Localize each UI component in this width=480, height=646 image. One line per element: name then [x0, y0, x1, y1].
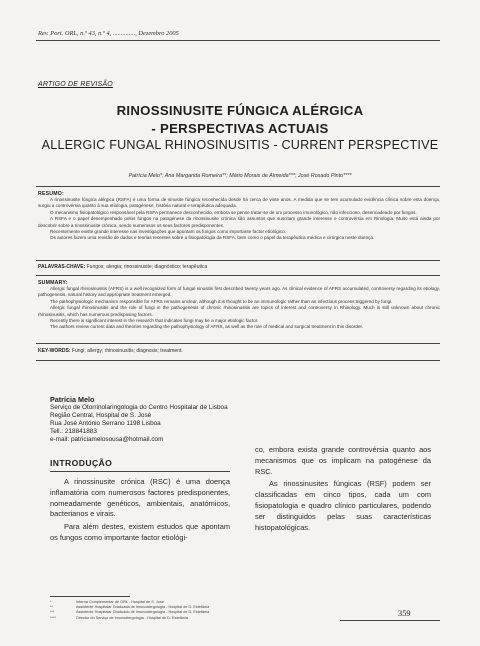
authors: Patrícia Melo*; Ana Margarida Romeira**; Mário Morais de Almeida***; José Rosado Pinto****: [128, 173, 352, 179]
title-en: ALLERGIC FUNGAL RHINOSINUSITIS - CURRENT PERSPECTIVE: [41, 138, 439, 152]
summary-paragraph: Allergic fungal rhinosinusitis and the role of fungi in the pathogenesis of chronic rhinosinusitis are topics of interest and controversy in Rhinology. Much is still unknown about chronic rhinosinusitis, which has numerous predisposing factors.: [38, 305, 440, 317]
summary-paragraph: Recently there is significant interest in the research that indicates fungi may be a major etiologic factor.: [50, 318, 259, 324]
intro-left-column: [50, 477, 230, 544]
resumo-rule: [36, 260, 440, 261]
footnote-mark: ***: [50, 610, 55, 615]
palavras-rule: [36, 275, 440, 276]
footnote-mark: ****: [50, 615, 56, 620]
resumo-text: [38, 197, 440, 242]
footnote-text: Assistente Hospitalar Graduado de Imunoalergologia - Hospital de D. Estefânia: [76, 610, 210, 615]
resumo-paragraph: A RSFA e o papel desempenhado pelos fungos na patogénese da rinossinusite crónica são assuntos que suscitam grande interesse e controvérsia em Rinologia. Muito está ainda por descobrir sobre a rinossinusite crónica, sendo numerosos os seus factores predisponentes.: [38, 216, 440, 228]
footnotes: [50, 600, 209, 621]
resumo-paragraph: Recentemente existe grande interesse nas investigações que apontam os fungos como importante factor etiológico.: [50, 229, 286, 235]
footnote-mark: *: [50, 600, 52, 604]
summary-block: [38, 280, 440, 331]
title-pt-line2: - PERSPECTIVAS ACTUAIS: [151, 121, 329, 136]
summary-paragraph: Allergic fungal rhinosinusitis (AFRS) is a well recognized form of fungal sinusitis first described twenty years ago. As clinical evidence of AFRS accumulated, controversy regarding its etiology, pathogenesis, natural history and appropriate treatment emerged.: [38, 286, 440, 298]
intro-paragraph: A rinossinusite crónica (RSC) é uma doença inflamatória com numerosos factores predisponentes, nomeadamente genéticos, ambientais, anatómicos, bacterianos e virais.: [50, 477, 230, 519]
intro-paragraph: co, embora exista grande controvérsia quanto aos mecanismos que os implicam na patogénese da RSC.: [255, 445, 431, 476]
intro-right-column: [255, 445, 431, 533]
footnote-text: Director do Serviço de Imunoalergologia - Hospital de D. Estefânia: [76, 615, 188, 620]
resumo-block: [38, 191, 440, 242]
footnote-rule: [50, 596, 130, 597]
key-words-text: Fungi; allergy; rhinosinusitis; diagnosis; treatment.: [71, 348, 183, 354]
palavras-chave-label: PALAVRAS-CHAVE:: [38, 264, 86, 270]
key-words: [38, 348, 440, 354]
correspondence-block: [50, 396, 228, 445]
journal-header: Rev. Port. ORL, n.º 43, n.º 4, .............., Dezembro 2005: [38, 30, 179, 37]
footnote-text: Interna Complementar de ORL - Hospital de S. José: [76, 600, 164, 604]
correspondence-name: Patrícia Melo: [50, 395, 95, 404]
summary-text: [38, 286, 440, 331]
resumo-paragraph: A rinossinusite fúngica alérgica (RSFA) é uma forma de sinusite fúngica reconhecida desde há cerca de vinte anos. A medida que se tem acumulado evidência clínica sobre esta doença, surgiu a controvérsia quanto à sua etiologia, patogénese, história natural e terapêutica adequada.: [38, 197, 440, 209]
summary-paragraph: The pathophysiologic mechanism responsible for AFRS remains unclear, although it is thought to be an immunologic rather than an infectious process triggered by fungi.: [50, 298, 393, 304]
intro-paragraph: Para além destes, existem estudos que apontam os fungos como importante factor etiológi-: [50, 522, 230, 542]
intro-heading: INTRODUÇÃO: [50, 458, 113, 468]
keywords-rule: [36, 360, 440, 361]
correspondence-email: e-mail: patriciamelosousa@hotmail.com: [50, 436, 164, 444]
summary-heading: SUMMARY:: [38, 280, 68, 286]
section-tag: ARTIGO DE REVISÃO: [38, 81, 113, 88]
footnote: [50, 616, 209, 621]
correspondence-line: Tell.: 218841883: [50, 428, 97, 436]
summary-rule: [36, 343, 440, 344]
header-rule: [36, 40, 440, 41]
resumo-heading: RESUMO:: [38, 191, 64, 197]
palavras-chave-text: Fungos; alergia; rinossinusite; diagnóstico; terapêutica: [86, 264, 208, 270]
correspondence-line: Região Central, Hospital de S. José: [50, 412, 152, 420]
footnote-text: Assistente Hospitalar Graduada de Imunoalergologia - Hospital de D. Estefânia: [76, 605, 210, 610]
authors-rule: [36, 186, 440, 187]
summary-paragraph: The authors review current data and theories regarding the pathophysiology of AFRS, as well as the role of medical and surgical treatment in this disorder.: [50, 324, 364, 330]
palavras-chave: [38, 264, 440, 270]
intro-paragraph: As rinossinusites fúngicas (RSF) podem ser classificadas em cinco tipos, cada um com fisiopatologia e quadro clínico particulares, podendo ser distinguidos pelas suas características histopatológicas.: [255, 479, 431, 532]
intro-rule: [50, 471, 230, 472]
title-pt-line1: RINOSSINUSITE FÚNGICA ALÉRGICA: [116, 103, 364, 118]
correspondence-line: Serviço de Otorrinolaringologia do Centro Hospitalar de Lisboa: [50, 404, 228, 412]
footnote-mark: **: [50, 605, 53, 610]
key-words-label: KEY-WORDS:: [38, 348, 71, 354]
page-number-rule: [340, 620, 440, 621]
page-number: 359: [398, 609, 411, 618]
correspondence-line: Rua José António Serrano 1198 Lisboa: [50, 420, 161, 428]
resumo-paragraph: O mecanismo fisiopatológico responsável pela RSFA permanece desconhecido, embora se pense tratar-se de um processo imunológico, não infeccioso, desencadeado por fungos.: [50, 209, 417, 215]
resumo-paragraph: Os autores fazem uma revisão de dados e teorias recentes sobre a fisiopatologia da RSFA, bem como o papel da terapêutica médica e cirúrgica neste doença.: [50, 235, 375, 241]
